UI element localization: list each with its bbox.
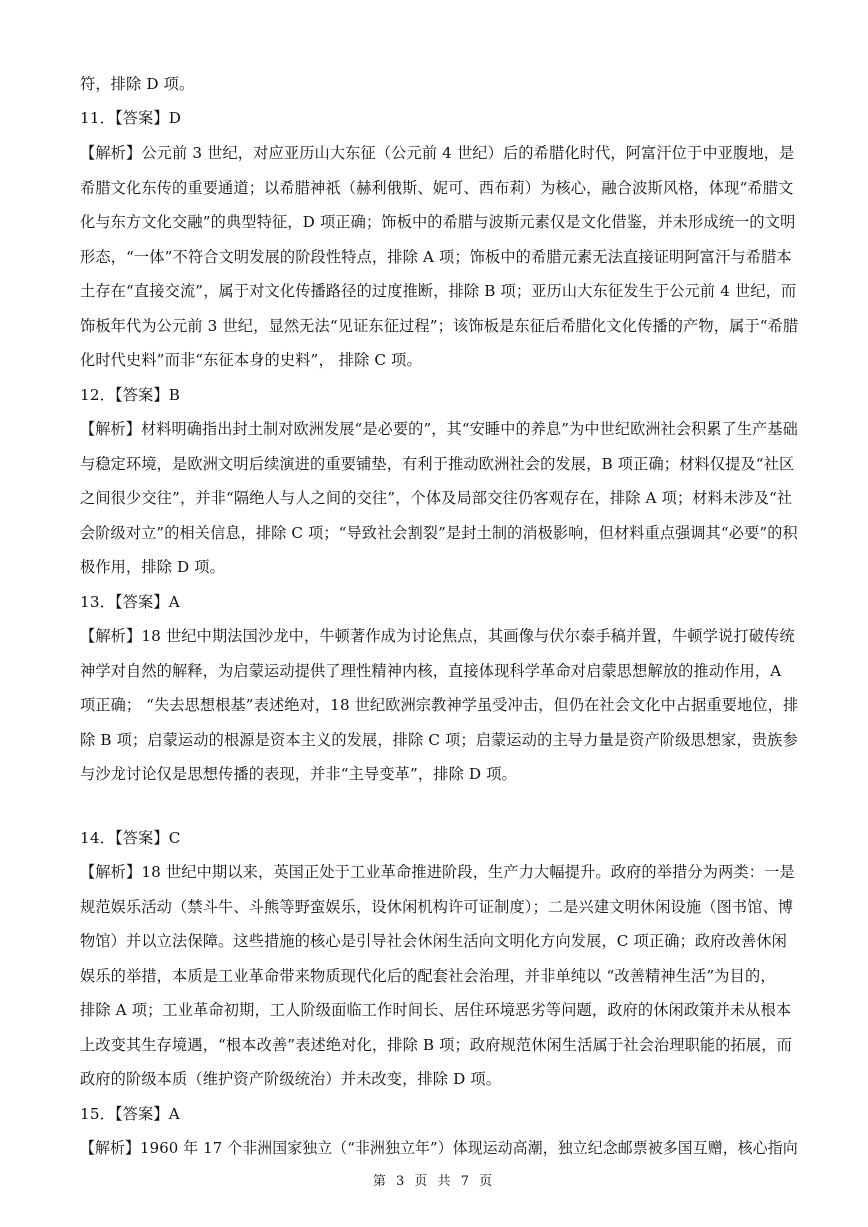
text-line: 希腊文化东传的重要通道；以希腊神祇（赫利俄斯、妮可、西布莉）为核心，融合波斯风格，体现“希腊文 — [80, 179, 794, 197]
text-line: 形态，“一体”不符合文明发展的阶段性特点，排除 A 项；饰板中的希腊元素无法直接证明阿富汗与希腊本 — [80, 248, 792, 266]
text-line: 规范娱乐活动（禁斗牛、斗熊等野蛮娱乐，设休闲机构许可证制度）；二是兴建文明休闲设施（图书馆、博 — [80, 898, 794, 916]
answer-heading: 14．【答案】C — [80, 829, 181, 847]
text-line: 项正确； “失去思想根基”表述绝对，18 世纪欧洲宗教神学虽受冲击，但仍在社会文化中占据重要地位，排 — [80, 696, 799, 714]
answer-heading: 13．【答案】A — [80, 593, 180, 611]
text-line: 【解析】材料明确指出封土制对欧洲发展“是必要的”，其“安睡中的养息”为中世纪欧洲社会积累了生产基础 — [80, 420, 798, 438]
text-line: 符，排除 D 项。 — [80, 75, 195, 93]
text-line: 化与东方文化交融”的典型特征，D 项正确；饰板中的希腊与波斯元素仅是文化借鉴，并未形成统一的文明 — [80, 213, 796, 231]
text-line: 政府的阶级本质（维护资产阶级统治）并未改变，排除 D 项。 — [80, 1070, 502, 1088]
text-line: 物馆）并以立法保障。这些措施的核心是引导社会休闲生活向文明化方向发展，C 项正确；政府改善休闲 — [80, 932, 787, 950]
text-line: 神学对自然的解释，为启蒙运动提供了理性精神内核，直接体现科学革命对启蒙思想解放的推动作用，A — [80, 662, 782, 680]
text-line: 排除 A 项；工业革命初期，工人阶级面临工作时间长、居住环境恶劣等问题，政府的休闲政策并未从根本 — [80, 1001, 792, 1019]
answer-heading: 11．【答案】D — [80, 109, 182, 127]
page-number-footer: 第 3 页 共 7 页 — [372, 1174, 496, 1189]
text-line: 与沙龙讨论仅是思想传播的表现，并非“主导变革”，排除 D 项。 — [80, 765, 517, 783]
text-line: 【解析】18 世纪中期以来，英国正处于工业革命推进阶段，生产力大幅提升。政府的举措分为两类：一是 — [80, 863, 795, 881]
text-line: 之间很少交往”，并非“隔绝人与人之间的交往”，个体及局部交往仍客观存在，排除 A 项；材料未涉及“社 — [80, 489, 793, 507]
text-line: 【解析】公元前 3 世纪，对应亚历山大东征（公元前 4 世纪）后的希腊化时代，阿富汗位于中亚腹地，是 — [80, 144, 795, 162]
text-line: 娱乐的举措，本质是工业革命带来物质现代化后的配套社会治理，并非单纯以 “改善精神生活”为目的， — [80, 967, 776, 985]
answer-heading: 15．【答案】A — [80, 1105, 180, 1123]
text-line: 除 B 项；启蒙运动的根源是资本主义的发展，排除 C 项；启蒙运动的主导力量是资产阶级思想家，贵族参 — [80, 731, 798, 749]
text-line: 饰板年代为公元前 3 世纪，显然无法“见证东征过程”；该饰板是东征后希腊化文化传播的产物，属于“希腊 — [80, 317, 799, 335]
text-line: 【解析】18 世纪中期法国沙龙中，牛顿著作成为讨论焦点，其画像与伏尔泰手稿并置，牛顿学说打破传统 — [80, 627, 795, 645]
answer-heading: 12．【答案】B — [80, 386, 181, 404]
text-line: 极作用，排除 D 项。 — [80, 558, 225, 576]
text-line: 上改变其生存境遇，“根本改善”表述绝对化，排除 B 项；政府规范休闲生活属于社会治理职能的拓展，而 — [80, 1036, 792, 1054]
text-line: 会阶级对立”的相关信息，排除 C 项；“导致社会割裂”是封土制的消极影响，但材料重点强调其“必要”的积 — [80, 524, 798, 542]
text-line: 化时代史料”而非“东征本身的史料”， 排除 C 项。 — [80, 351, 422, 369]
text-line: 【解析】1960 年 17 个非洲国家独立（“非洲独立年”）体现运动高潮，独立纪念邮票被多国互赠，核心指向 — [80, 1139, 798, 1157]
text-line: 土存在“直接交流”，属于对文化传播路径的过度推断，排除 B 项；亚历山大东征发生于公元前 4 世纪，而 — [80, 282, 797, 300]
text-line: 与稳定环境，是欧洲文明后续演进的重要铺垫，有利于推动欧洲社会的发展，B 项正确；材料仅提及“社区 — [80, 455, 795, 473]
